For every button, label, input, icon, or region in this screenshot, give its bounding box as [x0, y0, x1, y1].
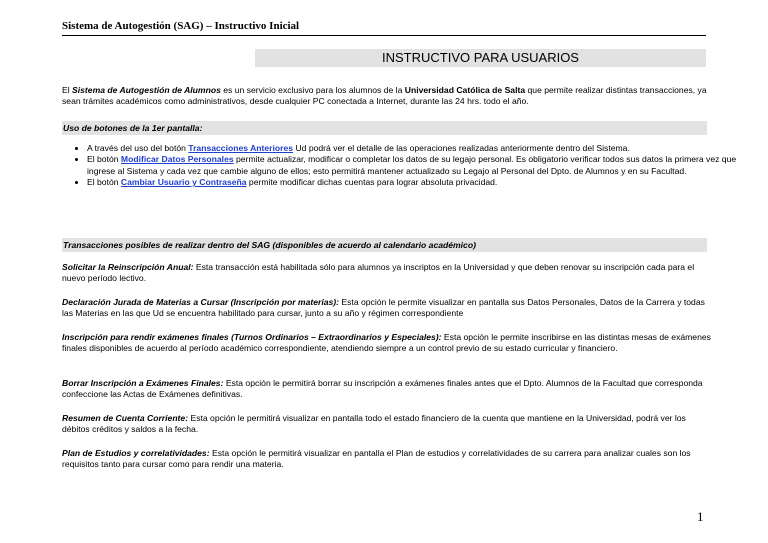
intro-paragraph [62, 85, 712, 108]
intro-text: es un servicio exclusivo para los alumnos de la [220, 85, 405, 95]
item-text: permite modificar dichas cuentas para lograr absoluta privacidad. [246, 177, 498, 188]
transaction-heading: Resumen de Cuenta Corriente: [62, 413, 189, 423]
link-modificar-datos-personales[interactable]: Modificar Datos Personales [120, 154, 234, 165]
link-transacciones-anteriores[interactable]: Transacciones Anteriores [188, 143, 294, 153]
page-header: Sistema de Autogestión (SAG) – Instructivo Inicial [62, 20, 706, 36]
transaction-heading: Declaración Jurada de Materias a Cursar (Inscripción por materias): [62, 297, 340, 307]
transaction-reinscripcion [62, 262, 712, 285]
transaction-text: Esta transacción está habilitada sólo para alumnos ya inscriptos en la Universidad y que deben renovar su inscripción cada para el nuevo período lectivo. [62, 262, 695, 284]
transaction-text: Esta opción le permitirá visualizar en pantalla el Plan de estudios y correlatividades de su carrera para analizar cuales son los requisitos tanto para cursar como para rendir una materia. [62, 448, 691, 470]
system-name: Sistema de Autogestión de Alumnos [72, 85, 221, 95]
document-title: INSTRUCTIVO PARA USUARIOS [255, 49, 706, 67]
item-text: A través del uso del botón [87, 143, 189, 153]
transaction-text: Esta opción le permitirá borrar su inscripción a exámenes finales antes que el Dpto. Alumnos de la Facultad que corresponda confeccione las Actas de Exámenes definitivas. [62, 378, 703, 400]
university-name: Universidad Católica de Salta [404, 85, 526, 95]
transaction-inscripcion-examenes [62, 332, 712, 355]
page-number: 1 [697, 509, 704, 524]
transaction-heading: Plan de Estudios y correlatividades: [62, 448, 210, 458]
transaction-heading: Borrar Inscripción a Exámenes Finales: [62, 378, 224, 388]
item-text: El botón [87, 154, 121, 165]
transaction-text: Esta opción le permite visualizar en pantalla sus Datos Personales, Datos de la Carrera y todas las Materias en las que Ud se encuentra habilitado para cursar, junto a su año y régimen correspondiente [62, 297, 705, 319]
transaction-heading: Inscripción para rendir exámenes finales (Turnos Ordinarios – Extraordinarios y Especiales): [62, 332, 442, 342]
transaction-heading: Solicitar la Reinscripción Anual: [62, 262, 194, 272]
list-item [87, 143, 737, 154]
item-text: Ud podrá ver el detalle de las operaciones realizadas anteriormente dentro del Sistema. [293, 143, 630, 153]
list-item [87, 154, 737, 177]
transaction-text: Esta opción le permite inscribirse en las distintas mesas de exámenes finales disponibles de acuerdo al período académico correspondiente, atendiendo siempre a un control previo de su estado curricular y financiero. [62, 332, 711, 354]
transaction-borrar-inscripcion [62, 378, 712, 401]
intro-text: El [62, 85, 73, 95]
transaction-text: Esta opción le permitirá visualizar en pantalla todo el estado financiero de la cuenta que mantiene en la Universidad, podrá ver los débitos créditos y saldos a la fecha. [62, 413, 686, 435]
buttons-list [62, 143, 737, 189]
section-heading-buttons: Uso de botones de la 1er pantalla: [62, 121, 707, 135]
item-text: permite actualizar, modificar o completar los datos de su legajo personal. Es obligatorio verificar todos sus datos la primera vez que ingrese al Sistema y cada vez que cambie alguno de ellos; esto permitirá mantener actualizado su Legajo al Personal del Dpto. de Alumnos y en su Facultad. [87, 154, 737, 176]
item-text: El botón [87, 177, 121, 188]
transaction-plan-estudios [62, 448, 712, 471]
section-heading-transactions: Transacciones posibles de realizar dentro del SAG (disponibles de acuerdo al calendario académico) [62, 238, 707, 252]
link-cambiar-usuario-contrasena[interactable]: Cambiar Usuario y Contraseña [120, 177, 247, 188]
intro-text: que permite realizar distintas transacciones, ya sean trámites académicos como administrativos, desde cualquier PC conectada a Internet, durante las 24 hrs. todo el año. [62, 85, 707, 107]
transaction-declaracion-jurada [62, 297, 712, 320]
list-item [87, 177, 737, 188]
transaction-cuenta-corriente [62, 413, 712, 436]
